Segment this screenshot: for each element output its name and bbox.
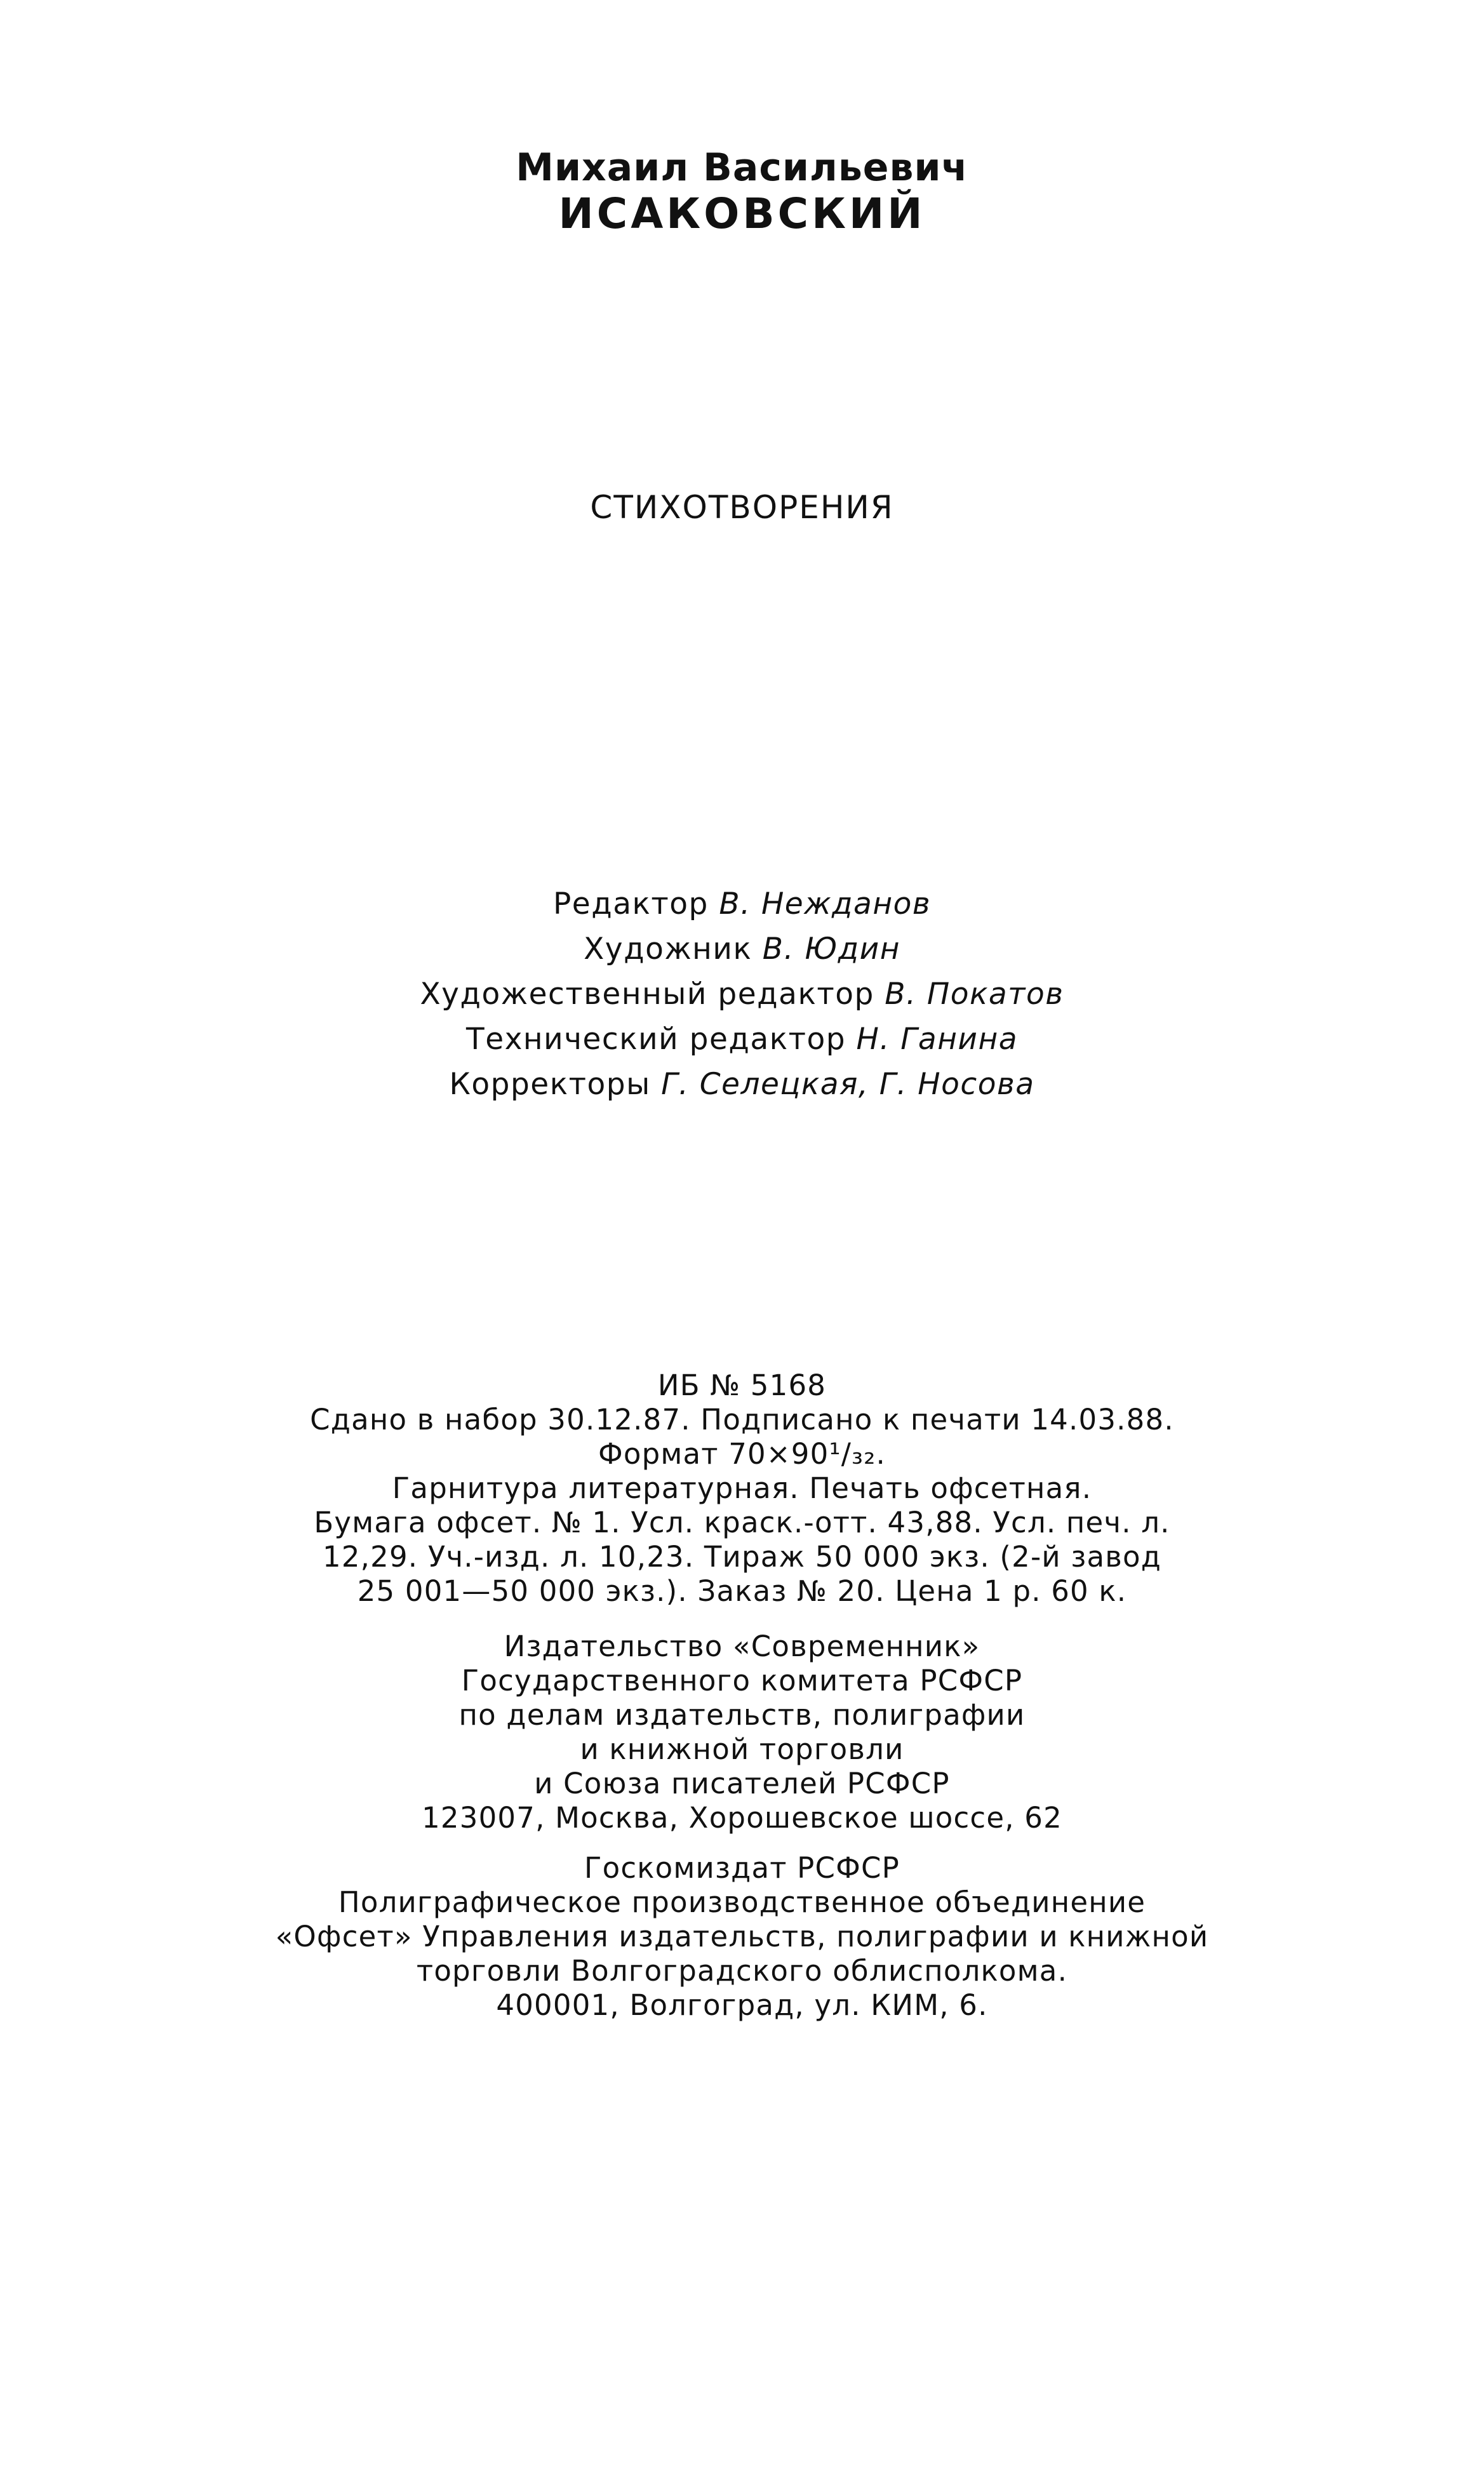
credit-proofreaders xyxy=(0,1062,1484,1107)
credit-role: Редактор xyxy=(552,887,709,921)
publisher-line: по делам издательств, полиграфии xyxy=(458,1698,1026,1732)
publisher-block xyxy=(0,1629,1484,1835)
printer-block xyxy=(0,1851,1484,2023)
credit-art-editor xyxy=(0,972,1484,1017)
author-name: Михаил Васильевич xyxy=(516,145,968,190)
author-surname: ИСАКОВСКИЙ xyxy=(558,189,926,238)
credit-name: В. Покатов xyxy=(885,977,1064,1012)
publisher-line: и Союза писателей РСФСР xyxy=(534,1767,950,1800)
credit-name: В. Юдин xyxy=(762,932,900,967)
imprint-line: 12,29. Уч.-изд. л. 10,23. Тираж 50 000 экз. (2-й завод xyxy=(322,1540,1162,1574)
credit-role: Художник xyxy=(584,932,752,967)
publisher-line: 123007, Москва, Хорошевское шоссе, 62 xyxy=(422,1801,1062,1835)
publisher-line: и книжной торговли xyxy=(580,1732,904,1766)
printer-line: торговли Волгоградского облисполкома. xyxy=(416,1954,1068,1988)
publisher-line: Издательство «Современник» xyxy=(504,1629,980,1663)
printer-line: Полиграфическое производственное объединение xyxy=(338,1885,1146,1919)
credit-artist xyxy=(0,927,1484,972)
credit-name: В. Нежданов xyxy=(719,887,932,921)
publisher-line: Государственного комитета РСФСР xyxy=(461,1664,1023,1697)
credit-name: Н. Ганина xyxy=(856,1022,1019,1057)
credit-name: Г. Селецкая, Г. Носова xyxy=(661,1067,1035,1102)
credit-role: Художественный редактор xyxy=(420,977,874,1012)
printer-line: 400001, Волгоград, ул. КИМ, 6. xyxy=(496,1988,988,2022)
imprint-block xyxy=(0,1368,1484,1609)
credit-role: Корректоры xyxy=(449,1067,651,1102)
imprint-line: Гарнитура литературная. Печать офсетная. xyxy=(392,1471,1092,1505)
imprint-line: Бумага офсет. № 1. Усл. краск.-отт. 43,88. Усл. печ. л. xyxy=(314,1506,1170,1539)
imprint-line: Сдано в набор 30.12.87. Подписано к печати 14.03.88. xyxy=(310,1403,1174,1436)
credit-role: Технический редактор xyxy=(465,1022,846,1057)
imprint-line: 25 001—50 000 экз.). Заказ № 20. Цена 1 р. 60 к. xyxy=(357,1574,1127,1608)
book-title: СТИХОТВОРЕНИЯ xyxy=(590,489,894,526)
credit-editor xyxy=(0,881,1484,927)
printer-line: Госкомиздат РСФСР xyxy=(584,1851,900,1885)
credit-tech-editor xyxy=(0,1017,1484,1062)
credits-list xyxy=(0,881,1484,1107)
printer-line: «Офсет» Управления издательств, полиграфии и книжной xyxy=(275,1920,1209,1953)
imprint-line: ИБ № 5168 xyxy=(657,1368,827,1402)
imprint-line: Формат 70×90¹/₃₂. xyxy=(598,1437,886,1471)
